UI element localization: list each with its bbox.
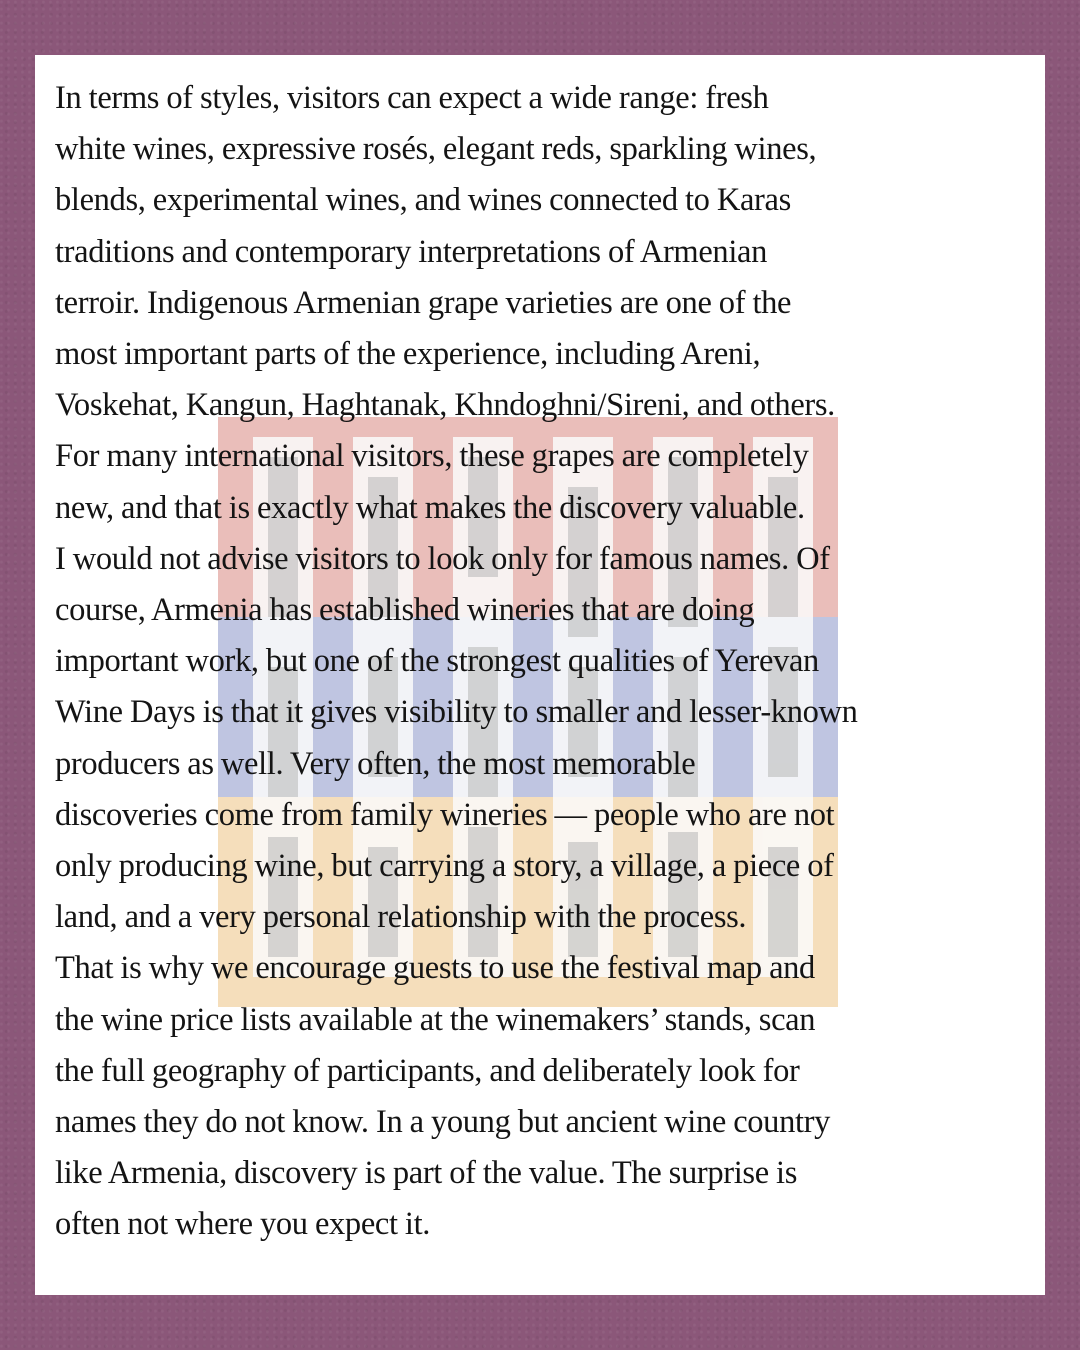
text-line: terroir. Indigenous Armenian grape varieties are one of the (55, 284, 792, 321)
text-line: most important parts of the experience, including Areni, (55, 336, 761, 373)
text-line: discoveries come from family wineries — people who are not (55, 796, 835, 833)
text-line: I would not advise visitors to look only for famous names. Of (55, 540, 830, 577)
text-line: like Armenia, discovery is part of the value. The surprise is (55, 1155, 798, 1192)
article-body (55, 73, 1040, 1251)
text-line: traditions and contemporary interpretations of Armenian (55, 233, 767, 270)
text-line: That is why we encourage guests to use the festival map and (55, 950, 815, 987)
text-line: For many international visitors, these grapes are completely (55, 438, 809, 475)
text-line: In terms of styles, visitors can expect a wide range: fresh (55, 80, 769, 116)
text-line: blends, experimental wines, and wines connected to Karas (55, 182, 791, 219)
text-line: only producing wine, but carrying a story, a village, a piece of (55, 848, 834, 885)
text-line: often not where you expect it. (55, 1206, 431, 1243)
text-line: land, and a very personal relationship with the process. (55, 899, 747, 936)
text-line: white wines, expressive rosés, elegant reds, sparkling wines, (55, 131, 817, 168)
text-line: Wine Days is that it gives visibility to smaller and lesser-known (55, 694, 858, 731)
text-line: course, Armenia has established wineries that are doing (55, 592, 755, 629)
text-line: producers as well. Very often, the most memorable (55, 745, 696, 782)
text-line: names they do not know. In a young but ancient wine country (55, 1104, 831, 1141)
text-line: new, and that is exactly what makes the discovery valuable. (55, 489, 805, 526)
text-line: important work, but one of the strongest qualities of Yerevan (55, 643, 819, 680)
text-line: Voskehat, Kangun, Haghtanak, Khndoghni/Sireni, and others. (55, 387, 835, 424)
text-card (35, 55, 1045, 1295)
text-line: the wine price lists available at the winemakers’ stands, scan (55, 1001, 816, 1038)
text-line: the full geography of participants, and deliberately look for (55, 1052, 800, 1089)
